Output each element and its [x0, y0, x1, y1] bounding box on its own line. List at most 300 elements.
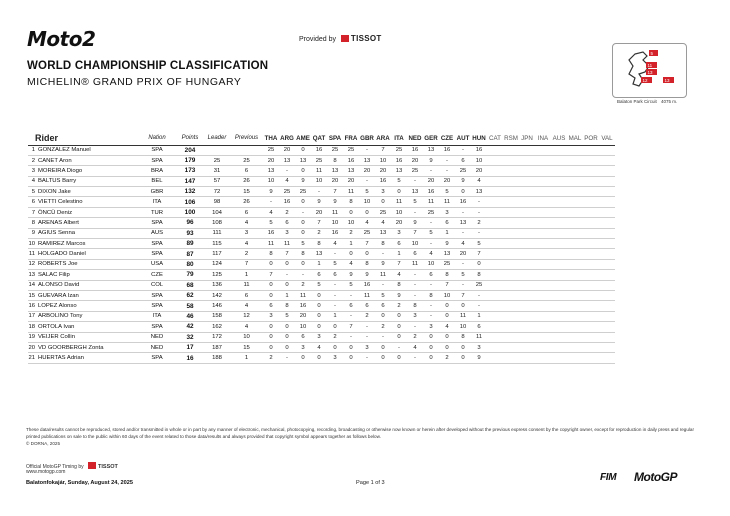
- position: 9: [31, 230, 35, 237]
- race-result-gbr: -: [366, 178, 368, 185]
- race-result-ger: 25: [427, 209, 435, 216]
- points-cell: 16: [186, 354, 194, 362]
- race-result-cat: [487, 155, 503, 165]
- race-result-fra: 1: [349, 240, 353, 247]
- race-result-mal: [567, 353, 583, 363]
- race-result-ita: 1: [397, 251, 401, 258]
- race-result-tha: 0: [269, 323, 273, 330]
- race-result-ame: 16: [299, 303, 307, 310]
- race-result-ita: 20: [395, 219, 403, 226]
- table-row: [28, 301, 615, 311]
- race-result-arg: 2: [285, 209, 289, 216]
- race-result-por: [583, 197, 599, 207]
- race-result-jpn: [519, 155, 535, 165]
- race-result-hun: 5: [477, 240, 481, 247]
- race-result-cze: 10: [443, 292, 451, 299]
- race-result-tha: 9: [269, 188, 273, 195]
- race-result-rsm: [503, 197, 519, 207]
- previous-gap-cell: 4: [244, 240, 249, 247]
- race-result-ame: 0: [301, 219, 305, 226]
- race-result-ina: [535, 145, 551, 155]
- leader-gap-cell: 98: [213, 199, 221, 206]
- provided-by-label: Provided by: [299, 36, 336, 43]
- race-result-val: [599, 353, 615, 363]
- race-result-ina: [535, 155, 551, 165]
- race-result-spa: 5: [333, 261, 337, 268]
- rider-name: RAMIREZ Marcos: [38, 240, 86, 247]
- race-result-ara: 2: [381, 323, 385, 330]
- race-result-mal: [567, 249, 583, 259]
- table-row: [28, 218, 615, 228]
- race-result-spa: 4: [333, 240, 337, 247]
- col-header-race-aut: AUT: [456, 134, 470, 142]
- race-result-jpn: [519, 259, 535, 269]
- race-result-ame: 0: [301, 261, 305, 268]
- race-result-gbr: 2: [365, 313, 369, 320]
- race-result-spa: 0: [333, 344, 337, 351]
- race-result-arg: 1: [285, 292, 289, 299]
- race-result-por: [583, 290, 599, 300]
- race-result-cze: 4: [445, 323, 449, 330]
- col-header-race-cze: CZE: [440, 134, 454, 142]
- position: 19: [28, 334, 35, 341]
- col-header-race-tha: THA: [264, 134, 278, 142]
- race-result-ger: -: [430, 303, 432, 310]
- points-cell: 96: [186, 219, 194, 227]
- rider-name: GONZALEZ Manuel: [38, 147, 91, 154]
- disclaimer-text: These data/results cannot be reproduced, stored and/or transmitted in whole or in part by any manner of electronic, mechanical, photocopying, recording, broadcasting or otherwise now known or herein after developed without the previous express consent by the copyright owner, except for reproduction in daily press and regular printed publications on sale to the public within 60 days of the event related to those data/results and always provided that copyright symbol appears together as follows below.: [26, 427, 695, 439]
- race-result-por: [583, 270, 599, 280]
- previous-gap-cell: 26: [243, 199, 250, 206]
- points-cell: 80: [186, 260, 194, 268]
- points-cell: 32: [186, 333, 194, 341]
- race-result-ara: 4: [381, 219, 385, 226]
- race-result-fra: 6: [349, 303, 353, 310]
- race-result-arg: 4: [285, 178, 289, 185]
- race-result-qat: 11: [315, 167, 323, 174]
- race-result-cze: 2: [445, 355, 449, 361]
- race-result-fra: 25: [347, 147, 355, 154]
- race-result-hun: 10: [475, 157, 483, 164]
- race-result-ger: 6: [429, 271, 433, 278]
- rider-cell: [28, 259, 138, 269]
- race-result-tha: 5: [269, 219, 273, 226]
- race-result-cat: [487, 332, 503, 342]
- col-header-race-cat: CAT: [489, 134, 501, 142]
- col-header-race-por: POR: [584, 134, 598, 142]
- race-result-fra: 7: [349, 323, 353, 330]
- race-result-qat: -: [318, 188, 320, 195]
- position: 7: [31, 209, 35, 216]
- race-result-rsm: [503, 218, 519, 228]
- race-result-ned: -: [414, 209, 416, 216]
- race-result-cat: [487, 176, 503, 186]
- race-result-rsm: [503, 270, 519, 280]
- race-result-mal: [567, 155, 583, 165]
- race-result-tha: 13: [267, 167, 275, 174]
- leader-gap-cell: 188: [212, 355, 222, 361]
- race-result-hun: 25: [475, 282, 483, 289]
- race-result-tha: 16: [267, 230, 275, 237]
- race-result-hun: 3: [477, 344, 481, 351]
- race-result-arg: 6: [285, 219, 289, 226]
- race-result-aus: [551, 332, 567, 342]
- col-header-race-ned: NED: [408, 134, 422, 142]
- disclaimer: [26, 426, 696, 447]
- points-cell: 147: [184, 177, 196, 185]
- race-result-arg: 0: [285, 323, 289, 330]
- race-result-tha: 20: [267, 157, 275, 164]
- race-result-fra: 5: [349, 282, 353, 289]
- rider-name: MOREIRA Diogo: [38, 167, 83, 174]
- race-result-qat: 0: [317, 323, 321, 330]
- race-result-ara: 0: [381, 355, 385, 361]
- race-result-rsm: [503, 239, 519, 249]
- race-result-por: [583, 249, 599, 259]
- race-result-jpn: [519, 301, 535, 311]
- nation-cell: USA: [150, 261, 164, 268]
- race-result-por: [583, 145, 599, 155]
- previous-gap-cell: 26: [243, 178, 250, 185]
- race-result-jpn: [519, 342, 535, 352]
- race-result-ame: 2: [301, 282, 305, 289]
- race-result-spa: 1: [333, 313, 337, 320]
- col-header-race-ame: AME: [296, 134, 310, 142]
- race-result-cat: [487, 228, 503, 238]
- race-result-ara: 10: [379, 157, 387, 164]
- race-result-hun: 2: [477, 219, 481, 226]
- table-row: [28, 259, 615, 269]
- rider-cell: [28, 342, 138, 352]
- race-result-cat: [487, 207, 503, 217]
- race-result-aus: [551, 259, 567, 269]
- race-result-cat: [487, 301, 503, 311]
- race-result-val: [599, 218, 615, 228]
- race-result-ara: 8: [381, 240, 385, 247]
- race-result-ned: 16: [411, 147, 419, 154]
- race-result-cze: 9: [445, 240, 449, 247]
- race-result-gbr: 4: [365, 219, 369, 226]
- nation-cell: SPA: [151, 147, 163, 154]
- race-result-ned: 6: [413, 251, 417, 258]
- race-result-aus: [551, 228, 567, 238]
- race-result-ina: [535, 353, 551, 363]
- leader-gap-cell: 25: [213, 157, 221, 164]
- race-result-tha: 10: [267, 178, 275, 185]
- race-result-val: [599, 176, 615, 186]
- race-result-por: [583, 311, 599, 321]
- race-result-ame: 9: [301, 178, 305, 185]
- race-result-cat: [487, 280, 503, 290]
- race-result-fra: 2: [349, 230, 353, 237]
- race-result-aus: [551, 270, 567, 280]
- leader-gap-cell: [204, 145, 230, 155]
- race-result-spa: 10: [331, 219, 339, 226]
- race-result-cat: [487, 166, 503, 176]
- race-result-mal: [567, 207, 583, 217]
- timing-brand: TISSOT: [98, 464, 118, 470]
- points-cell: 89: [186, 240, 194, 248]
- race-result-fra: -: [350, 334, 352, 341]
- race-result-fra: 13: [347, 167, 355, 174]
- position: 10: [28, 240, 35, 247]
- race-result-mal: [567, 259, 583, 269]
- table-row: [28, 197, 615, 207]
- race-result-mal: [567, 197, 583, 207]
- points-cell: 87: [186, 250, 194, 258]
- rider-name: ROBERTS Joe: [38, 261, 78, 268]
- race-result-ger: -: [430, 282, 432, 289]
- race-result-ame: 0: [301, 167, 305, 174]
- race-result-spa: 16: [331, 230, 339, 237]
- race-result-por: [583, 176, 599, 186]
- points-cell: 132: [184, 188, 196, 196]
- points-cell: 68: [186, 281, 194, 289]
- points-cell: 93: [186, 229, 194, 237]
- race-result-ned: 5: [413, 199, 417, 206]
- race-result-hun: 20: [475, 167, 483, 174]
- previous-gap-cell: 3: [244, 230, 249, 237]
- previous-gap-cell: 7: [244, 261, 249, 268]
- race-result-hun: 16: [475, 147, 483, 154]
- race-result-ina: [535, 166, 551, 176]
- race-result-aut: 0: [461, 355, 465, 361]
- race-result-aut: 5: [461, 271, 465, 278]
- race-result-val: [599, 207, 615, 217]
- race-result-fra: -: [350, 313, 352, 320]
- race-result-qat: 3: [317, 334, 321, 341]
- race-result-ame: 11: [299, 292, 307, 299]
- race-result-ita: -: [398, 344, 400, 351]
- race-result-qat: 6: [317, 271, 321, 278]
- race-result-ame: 13: [299, 157, 307, 164]
- rider-cell: [28, 145, 138, 155]
- rider-cell: [28, 290, 138, 300]
- circuit-marker-label: 13: [647, 70, 653, 75]
- race-result-fra: 0: [349, 251, 353, 258]
- race-result-jpn: [519, 311, 535, 321]
- race-result-qat: 0: [317, 313, 321, 320]
- race-result-ara: 5: [381, 292, 385, 299]
- rider-cell: [28, 239, 138, 249]
- race-result-ned: 25: [411, 167, 419, 174]
- nation-cell: GBR: [150, 188, 164, 195]
- race-result-qat: 16: [315, 147, 323, 154]
- nation-cell: COL: [150, 282, 164, 289]
- leader-gap-cell: 125: [212, 271, 222, 278]
- race-result-rsm: [503, 280, 519, 290]
- previous-gap-cell: 2: [244, 251, 249, 258]
- race-result-spa: 13: [331, 167, 339, 174]
- race-result-aut: -: [462, 230, 464, 237]
- race-result-ara: 16: [379, 178, 387, 185]
- race-result-aut: 13: [459, 219, 467, 226]
- position: 16: [28, 303, 35, 310]
- race-result-ame: -: [302, 271, 304, 278]
- rider-name: SALAC Filip: [38, 271, 70, 278]
- race-result-ita: 0: [397, 313, 401, 320]
- position: 4: [31, 178, 35, 185]
- race-result-hun: -: [478, 292, 480, 299]
- rider-cell: [28, 332, 138, 342]
- race-result-gbr: -: [366, 147, 368, 154]
- col-header-race-gbr: GBR: [360, 134, 374, 142]
- race-result-rsm: [503, 145, 519, 155]
- race-result-ame: 0: [301, 355, 305, 361]
- race-result-ara: -: [382, 251, 384, 258]
- points-cell: 173: [184, 167, 196, 175]
- race-result-ger: 3: [429, 323, 433, 330]
- race-result-ara: 11: [379, 271, 387, 278]
- race-result-fra: 9: [349, 271, 353, 278]
- website-link[interactable]: www.motogp.com: [26, 469, 66, 475]
- tissot-logo: TISSOT: [350, 34, 382, 43]
- race-result-rsm: [503, 259, 519, 269]
- previous-gap-cell: 4: [244, 323, 249, 330]
- race-result-por: [583, 187, 599, 197]
- race-result-hun: 4: [477, 178, 481, 185]
- race-result-aut: 16: [459, 199, 467, 206]
- copyright: © DORNA, 2025: [26, 441, 61, 446]
- race-result-aut: 7: [461, 292, 465, 299]
- table-body: [28, 145, 615, 363]
- race-result-ame: 3: [301, 344, 305, 351]
- race-result-arg: -: [286, 271, 288, 278]
- race-result-cat: [487, 187, 503, 197]
- race-result-cat: [487, 311, 503, 321]
- rider-name: AGIUS Senna: [38, 230, 76, 237]
- race-result-hun: -: [478, 230, 480, 237]
- previous-gap-cell: 1: [244, 355, 249, 361]
- points-cell: 62: [186, 292, 194, 300]
- race-result-gbr: 6: [365, 303, 369, 310]
- provided-by: [299, 34, 382, 43]
- previous-gap-cell: 12: [243, 313, 250, 320]
- race-result-ned: 8: [413, 303, 417, 310]
- race-result-val: [599, 166, 615, 176]
- race-result-arg: 16: [283, 199, 291, 206]
- previous-gap-cell: 6: [244, 167, 249, 174]
- circuit-map: [612, 43, 687, 98]
- race-result-ame: 0: [301, 147, 305, 154]
- race-result-ita: 16: [395, 157, 403, 164]
- race-result-cat: [487, 290, 503, 300]
- race-result-ita: 6: [397, 240, 401, 247]
- race-result-ara: -: [382, 282, 384, 289]
- rider-cell: [28, 218, 138, 228]
- points-cell: 79: [186, 271, 194, 279]
- race-result-arg: 0: [285, 282, 289, 289]
- race-result-mal: [567, 322, 583, 332]
- circuit-marker-label: 5: [650, 51, 654, 56]
- leader-gap-cell: 117: [212, 251, 222, 258]
- race-result-ina: [535, 280, 551, 290]
- race-result-por: [583, 166, 599, 176]
- position: 13: [28, 271, 35, 278]
- race-result-arg: -: [286, 355, 288, 361]
- race-result-aut: 4: [461, 240, 465, 247]
- race-result-gbr: 7: [365, 240, 369, 247]
- race-result-val: [599, 155, 615, 165]
- race-result-ina: [535, 187, 551, 197]
- race-result-ned: 2: [413, 334, 417, 341]
- race-result-cze: 20: [443, 178, 451, 185]
- race-result-fra: 20: [347, 178, 355, 185]
- race-result-aus: [551, 322, 567, 332]
- rider-name: ARBOLINO Tony: [38, 313, 83, 320]
- race-result-mal: [567, 239, 583, 249]
- position: 2: [31, 157, 35, 164]
- nation-cell: SPA: [151, 219, 163, 226]
- table-row: [28, 342, 615, 352]
- race-result-val: [599, 197, 615, 207]
- position: 18: [28, 323, 35, 330]
- nation-cell: AUS: [150, 230, 164, 237]
- race-result-mal: [567, 311, 583, 321]
- race-result-ina: [535, 342, 551, 352]
- race-result-ara: 0: [381, 344, 385, 351]
- race-result-ara: 0: [381, 199, 385, 206]
- race-result-cat: [487, 322, 503, 332]
- table-row: [28, 353, 615, 363]
- race-result-cze: 7: [445, 282, 449, 289]
- race-result-jpn: [519, 166, 535, 176]
- race-result-arg: 0: [285, 261, 289, 268]
- race-result-aut: 25: [459, 167, 467, 174]
- race-result-fra: 8: [349, 199, 353, 206]
- race-result-aus: [551, 290, 567, 300]
- rider-cell: [28, 301, 138, 311]
- rider-name: HUERTAS Adrian: [38, 355, 84, 361]
- race-result-arg: 7: [285, 251, 289, 258]
- leader-gap-cell: 104: [212, 209, 222, 216]
- previous-gap-cell: 6: [244, 292, 249, 299]
- race-result-ita: 10: [395, 209, 403, 216]
- col-header-race-rsm: RSM: [504, 134, 518, 142]
- nation-cell: SPA: [151, 240, 163, 247]
- race-result-por: [583, 332, 599, 342]
- race-result-aut: 8: [461, 334, 465, 341]
- previous-gap-cell: 4: [244, 219, 249, 226]
- race-result-cat: [487, 249, 503, 259]
- timing-label: Official MotoGP Timing by: [26, 464, 84, 470]
- race-result-ame: 25: [299, 188, 307, 195]
- race-result-ara: 6: [381, 303, 385, 310]
- race-result-spa: -: [334, 251, 336, 258]
- points-cell: 204: [184, 146, 196, 154]
- race-result-tha: 0: [269, 261, 273, 268]
- race-result-cat: [487, 218, 503, 228]
- race-result-jpn: [519, 218, 535, 228]
- race-result-spa: -: [334, 282, 336, 289]
- race-result-ned: 4: [413, 344, 417, 351]
- race-result-hun: 9: [477, 355, 481, 361]
- race-result-val: [599, 145, 615, 155]
- race-result-ger: 16: [427, 188, 435, 195]
- race-result-ame: 6: [301, 334, 305, 341]
- race-result-gbr: -: [366, 323, 368, 330]
- race-result-fra: 4: [349, 261, 353, 268]
- race-result-ara: 13: [379, 230, 387, 237]
- race-result-cat: [487, 259, 503, 269]
- race-result-hun: 0: [477, 261, 481, 268]
- race-result-val: [599, 301, 615, 311]
- race-result-rsm: [503, 207, 519, 217]
- race-result-arg: -: [286, 167, 288, 174]
- rider-cell: [28, 353, 138, 363]
- race-result-jpn: [519, 270, 535, 280]
- race-result-gbr: 0: [365, 251, 369, 258]
